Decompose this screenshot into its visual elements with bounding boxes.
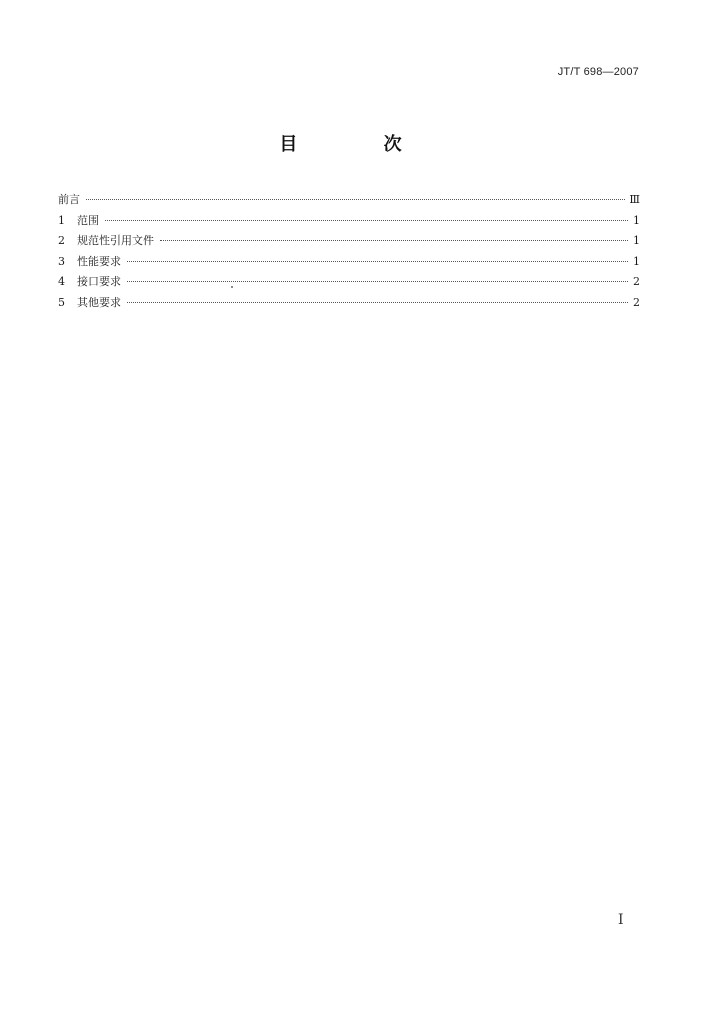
standard-number: JT/T 698—2007 — [557, 66, 639, 78]
toc-entry-label: 性能要求 — [77, 254, 121, 268]
toc-entry-page: 1 — [633, 254, 640, 268]
toc-entry-number: 1 — [58, 213, 65, 227]
toc-entry-label: 接口要求 — [77, 275, 121, 288]
toc-entry-label: 范围 — [77, 213, 99, 227]
toc-entry-page: 1 — [633, 213, 640, 227]
toc-dot-leader — [127, 281, 628, 282]
toc-entry-page: Ⅲ — [629, 193, 640, 206]
toc-entry-other-requirements[interactable] — [58, 293, 640, 314]
toc-entry-number: 3 — [58, 254, 65, 268]
toc-entry-number: 2 — [58, 234, 65, 247]
toc-title: 目 次 — [279, 134, 442, 155]
toc-dot-leader — [160, 240, 628, 241]
toc-entry-label: 前言 — [58, 193, 80, 206]
scan-speck — [231, 286, 233, 288]
toc-dot-leader — [127, 302, 628, 303]
toc-entry-page: 2 — [633, 295, 640, 309]
page-folio: I — [618, 912, 624, 928]
toc-dot-leader — [105, 220, 628, 221]
toc-entry-number: 4 — [58, 275, 65, 288]
toc-entry-normative-references[interactable] — [58, 231, 640, 252]
toc-dot-leader — [86, 199, 625, 200]
toc-entry-label: 规范性引用文件 — [77, 234, 154, 247]
toc-entry-number: 5 — [58, 295, 65, 309]
toc-entry-performance-requirements[interactable] — [58, 252, 640, 273]
toc-entry-label: 其他要求 — [77, 295, 121, 309]
toc-entry-interface-requirements[interactable] — [58, 272, 640, 293]
table-of-contents — [58, 190, 640, 313]
toc-dot-leader — [127, 261, 628, 262]
toc-entry-page: 1 — [633, 234, 640, 247]
toc-entry-foreword[interactable] — [58, 190, 640, 211]
toc-entry-scope[interactable] — [58, 211, 640, 232]
toc-entry-page: 2 — [633, 275, 640, 288]
